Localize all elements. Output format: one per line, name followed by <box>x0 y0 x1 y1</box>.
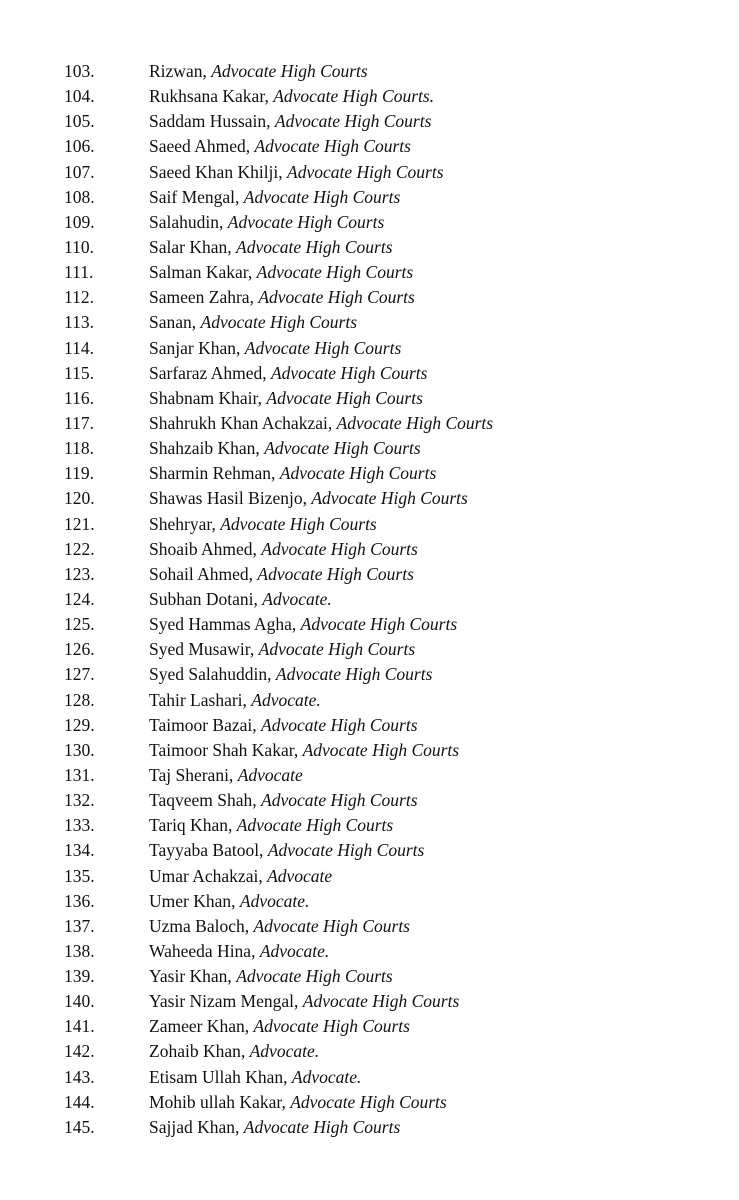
list-item <box>64 486 724 511</box>
list-item <box>64 864 724 889</box>
list-item <box>64 914 724 939</box>
entry-number: 144. <box>64 1091 95 1112</box>
list-item <box>64 310 724 335</box>
entry-name: Taimoor Bazai, <box>149 714 257 735</box>
entry-title: Advocate High Courts <box>244 337 402 358</box>
entry-name: Taj Sherani, <box>149 764 234 785</box>
entry-number: 104. <box>64 86 95 107</box>
list-item <box>64 587 724 612</box>
list-item <box>64 411 724 436</box>
entry-title: Advocate High Courts <box>300 614 458 635</box>
entry-number: 128. <box>64 689 95 710</box>
entry-title: Advocate High Courts <box>267 840 425 861</box>
entry-number: 130. <box>64 739 95 760</box>
entry-number: 110. <box>64 236 94 257</box>
advocate-list <box>64 59 724 1140</box>
entry-name: Syed Musawir, <box>149 639 255 660</box>
list-item <box>64 260 724 285</box>
entry-name: Sohail Ahmed, <box>149 563 254 584</box>
entry-title: Advocate High Courts <box>279 463 437 484</box>
entry-name: Sameen Zahra, <box>149 287 254 308</box>
entry-title: Advocate High Courts <box>243 186 401 207</box>
entry-title: Advocate High Courts <box>253 1016 410 1037</box>
entry-name: Taqveem Shah, <box>149 790 257 811</box>
entry-title: Advocate High Courts. <box>273 86 435 107</box>
entry-name: Yasir Khan, <box>149 966 232 987</box>
entry-title: Advocate <box>267 865 333 886</box>
list-item <box>64 763 724 788</box>
entry-name: Umar Achakzai, <box>149 865 263 886</box>
list-item <box>64 889 724 914</box>
entry-number: 143. <box>64 1066 95 1087</box>
entry-title: Advocate. <box>239 890 310 911</box>
list-item <box>64 109 724 134</box>
entry-title: Advocate High Courts <box>302 739 460 760</box>
list-item <box>64 512 724 537</box>
entry-name: Rizwan, <box>149 61 207 81</box>
list-item <box>64 662 724 687</box>
list-item <box>64 1090 724 1115</box>
entry-number: 135. <box>64 865 95 886</box>
entry-title: Advocate High Courts <box>220 513 377 534</box>
entry-name: Saddam Hussain, <box>149 111 271 132</box>
list-item <box>64 939 724 964</box>
entry-name: Syed Hammas Agha, <box>149 614 297 635</box>
entry-number: 114. <box>64 337 94 358</box>
entry-name: Saif Mengal, <box>149 186 240 207</box>
entry-number: 116. <box>64 387 94 408</box>
entry-number: 118. <box>64 438 94 459</box>
entry-number: 145. <box>64 1116 95 1137</box>
entry-number: 123. <box>64 563 95 584</box>
entry-number: 124. <box>64 588 95 609</box>
entry-name: Shoaib Ahmed, <box>149 538 257 559</box>
list-item <box>64 813 724 838</box>
list-item <box>64 637 724 662</box>
entry-number: 105. <box>64 111 95 132</box>
entry-name: Sharmin Rehman, <box>149 463 276 484</box>
entry-number: 125. <box>64 614 95 635</box>
entry-name: Shahzaib Khan, <box>149 438 260 459</box>
entry-name: Saeed Khan Khilji, <box>149 161 283 182</box>
entry-number: 111. <box>64 262 94 283</box>
list-item <box>64 964 724 989</box>
entry-title: Advocate High Courts <box>311 488 468 509</box>
entry-number: 142. <box>64 1041 95 1062</box>
entry-title: Advocate. <box>259 940 330 961</box>
list-item <box>64 612 724 637</box>
entry-title: Advocate High Courts <box>236 815 394 836</box>
entry-title: Advocate High Courts <box>257 563 414 584</box>
entry-number: 139. <box>64 966 95 987</box>
entry-title: Advocate High Courts <box>236 236 393 257</box>
entry-title: Advocate High Courts <box>274 111 432 132</box>
entry-title: Advocate High Courts <box>261 714 418 735</box>
entry-number: 119. <box>64 463 94 484</box>
entry-number: 141. <box>64 1016 95 1037</box>
entry-title: Advocate High Courts <box>266 387 423 408</box>
list-item <box>64 436 724 461</box>
list-item <box>64 461 724 486</box>
entry-title: Advocate High Courts <box>200 312 358 333</box>
list-item <box>64 688 724 713</box>
entry-number: 108. <box>64 186 95 207</box>
entry-number: 134. <box>64 840 95 861</box>
entry-title: Advocate High Courts <box>275 664 433 685</box>
entry-name: Syed Salahuddin, <box>149 664 272 685</box>
entry-number: 140. <box>64 991 95 1012</box>
entry-title: Advocate High Courts <box>287 161 444 182</box>
entry-title: Advocate High Courts <box>258 287 415 308</box>
entry-number: 132. <box>64 790 95 811</box>
entry-title: Advocate. <box>262 588 332 609</box>
entry-title: Advocate High Courts <box>261 538 418 559</box>
list-item <box>64 160 724 185</box>
entry-number: 120. <box>64 488 95 509</box>
list-item <box>64 989 724 1014</box>
list-item <box>64 185 724 210</box>
entry-title: Advocate High Courts <box>243 1116 401 1137</box>
entry-number: 115. <box>64 362 94 383</box>
entry-name: Sajjad Khan, <box>149 1116 240 1137</box>
entry-number: 117. <box>64 412 94 433</box>
list-item <box>64 134 724 159</box>
entry-number: 137. <box>64 915 95 936</box>
entry-name: Shabnam Khair, <box>149 387 263 408</box>
list-item <box>64 838 724 863</box>
list-item <box>64 1115 724 1140</box>
list-item <box>64 336 724 361</box>
entry-name: Rukhsana Kakar, <box>149 86 269 107</box>
list-item <box>64 84 724 109</box>
entry-name: Mohib ullah Kakar, <box>149 1091 286 1112</box>
list-item <box>64 235 724 260</box>
entry-name: Zohaib Khan, <box>149 1041 246 1062</box>
entry-number: 112. <box>64 287 94 308</box>
entry-number: 121. <box>64 513 95 534</box>
entry-name: Waheeda Hina, <box>149 940 256 961</box>
entry-title: Advocate High Courts <box>258 639 416 660</box>
list-item <box>64 537 724 562</box>
entry-name: Salar Khan, <box>149 236 232 257</box>
entry-name: Etisam Ullah Khan, <box>149 1066 288 1087</box>
list-item <box>64 738 724 763</box>
entry-name: Sarfaraz Ahmed, <box>149 362 267 383</box>
entry-title: Advocate High Courts <box>336 412 494 433</box>
entry-title: Advocate High Courts <box>254 136 411 157</box>
entry-number: 133. <box>64 815 95 836</box>
list-item <box>64 59 724 84</box>
entry-title: Advocate High Courts <box>256 262 414 283</box>
entry-number: 103. <box>64 61 95 81</box>
entry-name: Sanan, <box>149 312 197 333</box>
entry-name: Uzma Baloch, <box>149 915 250 936</box>
entry-number: 127. <box>64 664 95 685</box>
entry-number: 122. <box>64 538 95 559</box>
entry-title: Advocate High Courts <box>302 991 460 1012</box>
entry-title: Advocate High Courts <box>264 438 421 459</box>
entry-number: 109. <box>64 211 95 232</box>
entry-number: 136. <box>64 890 95 911</box>
entry-title: Advocate <box>237 764 303 785</box>
list-item <box>64 788 724 813</box>
entry-name: Shawas Hasil Bizenjo, <box>149 488 307 509</box>
entry-number: 131. <box>64 764 95 785</box>
entry-title: Advocate High Courts <box>270 362 428 383</box>
entry-title: Advocate. <box>251 689 321 710</box>
entry-number: 126. <box>64 639 95 660</box>
entry-name: Sanjar Khan, <box>149 337 241 358</box>
entry-name: Tayyaba Batool, <box>149 840 264 861</box>
entry-name: Salahudin, <box>149 211 224 232</box>
entry-title: Advocate High Courts <box>253 915 410 936</box>
entry-title: Advocate. <box>249 1041 320 1062</box>
list-item <box>64 210 724 235</box>
entry-title: Advocate High Courts <box>227 211 385 232</box>
entry-title: Advocate. <box>291 1066 362 1087</box>
entry-name: Yasir Nizam Mengal, <box>149 991 299 1012</box>
list-item <box>64 1065 724 1090</box>
list-item <box>64 386 724 411</box>
entry-name: Shahrukh Khan Achakzai, <box>149 412 333 433</box>
entry-number: 113. <box>64 312 94 333</box>
entry-name: Umer Khan, <box>149 890 236 911</box>
entry-title: Advocate High Courts <box>261 790 418 811</box>
entry-title: Advocate High Courts <box>211 61 368 81</box>
entry-name: Tariq Khan, <box>149 815 233 836</box>
entry-title: Advocate High Courts <box>290 1091 447 1112</box>
entry-number: 107. <box>64 161 95 182</box>
list-item <box>64 285 724 310</box>
list-item <box>64 562 724 587</box>
list-item <box>64 1039 724 1064</box>
entry-name: Shehryar, <box>149 513 216 534</box>
entry-title: Advocate High Courts <box>236 966 393 987</box>
entry-name: Subhan Dotani, <box>149 588 258 609</box>
entry-name: Tahir Lashari, <box>149 689 247 710</box>
entry-number: 106. <box>64 136 95 157</box>
entry-name: Saeed Ahmed, <box>149 136 251 157</box>
entry-number: 129. <box>64 714 95 735</box>
list-item <box>64 1014 724 1039</box>
entry-name: Salman Kakar, <box>149 262 253 283</box>
list-item <box>64 713 724 738</box>
list-item <box>64 361 724 386</box>
entry-number: 138. <box>64 940 95 961</box>
entry-name: Taimoor Shah Kakar, <box>149 739 299 760</box>
entry-name: Zameer Khan, <box>149 1016 250 1037</box>
